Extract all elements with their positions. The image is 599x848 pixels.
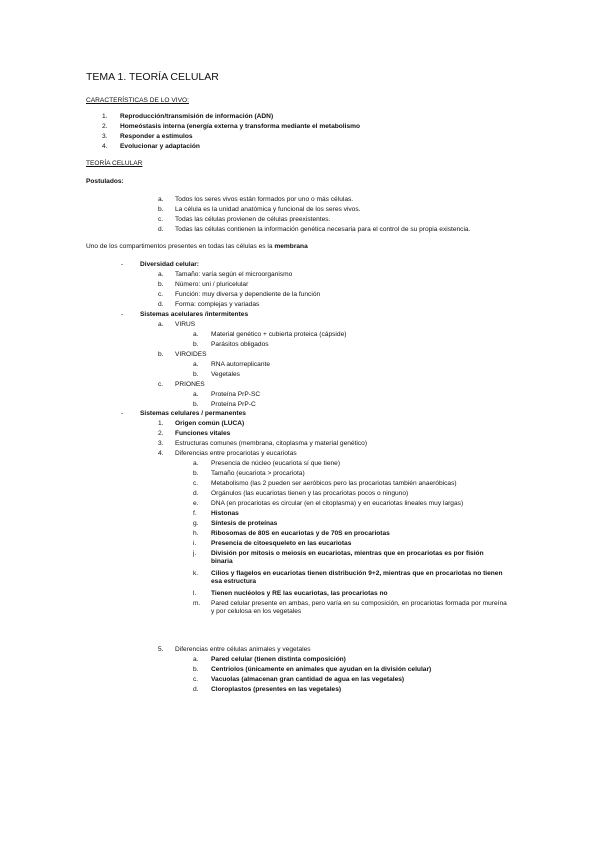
- list-item: Histonas: [211, 510, 239, 517]
- list-item: Síntesis de proteínas: [211, 520, 278, 527]
- list-marker: j.: [193, 550, 197, 557]
- bullet-dash: -: [121, 261, 124, 268]
- bullet-dash: -: [121, 311, 124, 318]
- list-item: RNA autorreplicante: [211, 361, 271, 368]
- list-marker: a.: [193, 460, 199, 467]
- list-item: DNA (en procariotas es circular (en el citoplasma) y en eucariotas lineales muy largas): [211, 500, 464, 507]
- group-name: PRIONES: [175, 381, 205, 388]
- list-marker: c.: [158, 381, 164, 388]
- list-item: Homeóstasis interna (energía externa y transforma mediante el metabolismo: [120, 123, 361, 130]
- acelulares-label: Sistemas acelulares /intermitentes: [140, 311, 249, 318]
- list-marker: b.: [193, 470, 199, 477]
- list-item: Parásitos obligados: [211, 341, 269, 348]
- list-marker: f.: [193, 510, 197, 517]
- list-marker: 1.: [158, 420, 164, 427]
- list-marker: 3.: [102, 133, 108, 140]
- membrana-sentence: [86, 243, 308, 251]
- list-marker: b.: [193, 401, 199, 408]
- list-marker: b.: [193, 666, 199, 673]
- postulados-label: Postulados:: [86, 178, 124, 185]
- list-marker: k.: [193, 570, 199, 577]
- list-marker: l.: [193, 590, 197, 597]
- list-item: Centriolos (únicamente en animales que ayudan en la división celular): [211, 666, 432, 673]
- list-item: Ribosomas de 80S en eucariotas y de 70S en procariotas: [211, 530, 390, 537]
- list-marker: a.: [193, 391, 199, 398]
- list-marker: g.: [193, 520, 199, 527]
- list-item: La célula es la unidad anatómica y funcional de los seres vivos.: [175, 206, 361, 213]
- list-item: División por mitosis o meiosis en eucariotas, mientras que en procariotas es por fisión binaria: [211, 550, 484, 565]
- section-heading-caracteristicas: CARACTERÍSTICAS DE LO VIVO:: [86, 97, 189, 104]
- list-marker: a.: [193, 361, 199, 368]
- list-item: Vegetales: [211, 371, 240, 378]
- list-item: Pared celular (tienen distinta composición): [211, 656, 346, 663]
- list-marker: 5.: [158, 646, 164, 653]
- list-marker: a.: [193, 656, 199, 663]
- list-marker: a.: [158, 321, 164, 328]
- list-marker: d.: [193, 490, 199, 497]
- list-item: Función: muy diversa y dependiente de la función: [175, 291, 321, 298]
- list-marker: d.: [158, 301, 164, 308]
- list-item: Todas las células provienen de células preexistentes.: [175, 216, 331, 223]
- list-marker: d.: [158, 226, 164, 233]
- list-item: Estructuras comunes (membrana, citoplasma y material genético): [175, 440, 368, 447]
- list-marker: b.: [158, 281, 164, 288]
- list-item: Diferencias entre células animales y vegetales: [175, 646, 311, 653]
- membrana-bold: membrana: [274, 243, 308, 250]
- list-marker: b.: [158, 351, 164, 358]
- list-marker: m.: [193, 600, 201, 607]
- list-item: Todas las células contienen la información genética necesaria para el control de su propia existencia.: [175, 226, 471, 233]
- list-item: Metabolismo (las 2 pueden ser aeróbicos pero las procariotas también anaeróbicas): [211, 480, 457, 487]
- list-item: Evolucionar y adaptación: [120, 143, 200, 150]
- list-marker: e.: [193, 500, 199, 507]
- list-marker: c.: [158, 216, 164, 223]
- list-item: Responder a estímulos: [120, 133, 193, 140]
- list-marker: 1.: [102, 113, 108, 120]
- list-marker: c.: [193, 676, 199, 683]
- list-item: Todos los seres vivos están formados por uno o más células.: [175, 196, 354, 203]
- bullet-dash: -: [121, 410, 124, 417]
- list-marker: 2.: [158, 430, 164, 437]
- section-heading-teoria: TEORÍA CELULAR: [86, 160, 143, 167]
- list-marker: b.: [193, 371, 199, 378]
- list-item: Tamaño (eucariota > procariota): [211, 470, 305, 477]
- group-name: VIRUS: [175, 321, 196, 328]
- list-item: Forma: complejas y variadas: [175, 301, 260, 308]
- celulares-label: Sistemas celulares / permanentes: [140, 410, 246, 417]
- list-item: Tamaño: varía según el microorganismo: [175, 271, 293, 278]
- list-marker: a.: [158, 196, 164, 203]
- list-marker: a.: [193, 331, 199, 338]
- list-marker: d.: [193, 686, 199, 693]
- list-item: Cloroplastos (presentes en las vegetales): [211, 686, 342, 693]
- list-item: Proteína PrP-C: [211, 401, 256, 408]
- list-marker: b.: [193, 341, 199, 348]
- list-marker: h.: [193, 530, 199, 537]
- group-name: VIROIDES: [175, 351, 207, 358]
- list-marker: c.: [158, 291, 164, 298]
- list-marker: 4.: [158, 450, 164, 457]
- list-item: Diferencias entre procariotas y eucariotas: [175, 450, 297, 457]
- list-item: Orgánulos (las eucariotas tienen y las procariotas pocos o ninguno): [211, 490, 409, 497]
- list-item: Funciones vitales: [175, 430, 231, 437]
- list-item: Proteína PrP-SC: [211, 391, 261, 398]
- list-item: Tienen nucléolos y RE las eucariotas, las procariotas no: [211, 590, 388, 597]
- list-item: Pared celular presente en ambas, pero varía en su composición, en procariotas formada por mureína y por celulosa en los vegetales: [211, 600, 507, 615]
- list-marker: a.: [158, 271, 164, 278]
- list-marker: c.: [193, 480, 199, 487]
- list-marker: 2.: [102, 123, 108, 130]
- list-marker: 4.: [102, 143, 108, 150]
- list-marker: i.: [193, 540, 197, 547]
- page-title: TEMA 1. TEORÍA CELULAR: [86, 71, 219, 83]
- list-item: Presencia de citoesqueleto en las eucariotas: [211, 540, 352, 547]
- list-marker: 3.: [158, 440, 164, 447]
- diversidad-label: Diversidad celular:: [140, 261, 200, 268]
- list-item: Número: uni / pluricelular: [175, 281, 249, 288]
- list-item: Reproducción/transmisión de información (ADN): [120, 113, 274, 120]
- membrana-text: Uno de los compartimentos presentes en todas las células es la: [86, 243, 273, 250]
- list-item: Vacuolas (almacenan gran cantidad de agua en las vegetales): [211, 676, 405, 683]
- list-marker: b.: [158, 206, 164, 213]
- list-item: Cilios y flagelos en eucariotas tienen distribución 9+2, mientras que en procariotas no tienen esa estructura: [211, 570, 503, 585]
- list-item: Material genético + cubierta proteica (cápside): [211, 331, 347, 338]
- list-item: Presencia de núcleo (eucariota sí que tiene): [211, 460, 341, 467]
- list-item: Origen común (LUCA): [175, 420, 245, 427]
